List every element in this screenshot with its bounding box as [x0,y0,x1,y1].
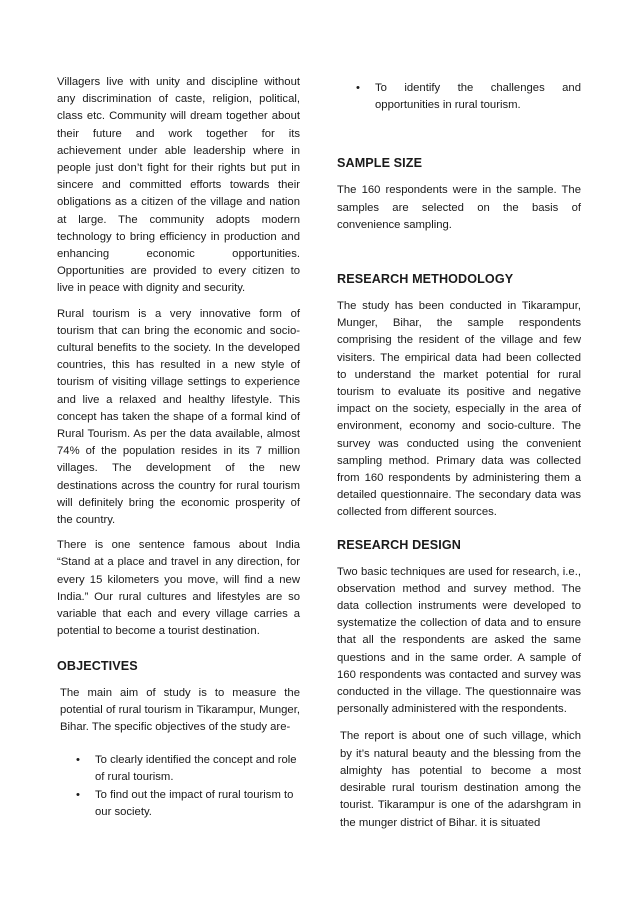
paragraph-research-design: Two basic techniques are used for research, i.e., observation method and survey method. The data collection instruments were developed to systematize the collection of data and to ensure that all the respondents are asked the same questions and in the same order. A sample of 160 respondents was contacted and survey was conducted in the village. The questionnaire was personally administered with the respondents. [337,565,581,716]
objectives-list [57,752,300,821]
paragraph-india-quote: There is one sentence famous about India “Stand at a place and travel in any direction, for every 15 kilometers you move, will find a new India.” Our rural cultures and lifestyles are so variable that each and every village carries a potential to become a tourist destination. [57,539,300,638]
right-column [337,80,581,840]
list-item-text: To identify the challenges and opportunities in rural tourism. [375,82,581,112]
paragraph-villagers: Villagers live with unity and discipline without any discrimination of caste, religion, political, class etc. Community will dream together about their future and work together for its achievement under able leadership where in people just don’t fight for their rights but put in sincere and committed efforts towards their obligations as a citizen of the village and nation at large. The community adopts modern technology to bring efficiency in production and enhancing economic opportunities. Opportunities are provided to every citizen to live in peace with dignity and security. [57,76,300,295]
paragraph-objectives: The main aim of study is to measure the potential of rural tourism in Tikarampur, Munger, Bihar. The specific objectives of the study are- [60,686,300,733]
paragraph-rural-tourism: Rural tourism is a very innovative form of tourism that can bring the economic and socio-cultural benefits to the society. In the developed countries, this has resulted in a new style of tourism of visiting village settings to experience and live a relaxed and healthy lifestyle. This concept has taken the shape of a formal kind of Rural Tourism. As per the data available, almost 74% of the population resides in its 7 million villages. The development of the new destinations across the country for rural tourism will definitely bring the economic prosperity of the country. [57,307,300,527]
list-item [57,752,300,786]
paragraph-sample-size: The 160 respondents were in the sample. The samples are selected on the basis of convenience sampling. [337,184,581,231]
objectives-list-continued [337,80,581,114]
list-item [337,80,581,114]
list-item-text: To find out the impact of rural tourism to our society. [95,788,294,818]
paragraph-report: The report is about one of such village, which by it’s natural beauty and the blessing from the almighty has potential to become a most desirable rural tourism destination among the tourist. Tikarampur is one of the adarshgram in the munger district of Bihar. it is situated [340,730,581,829]
list-item-text: To clearly identified the concept and role of rural tourism. [95,754,297,784]
bullet-icon: • [356,82,360,94]
heading-sample-size: SAMPLE SIZE [337,156,423,171]
left-column [57,74,300,821]
bullet-icon: • [76,754,80,767]
heading-research-methodology: RESEARCH METHODOLOGY [337,272,514,287]
paragraph-research-methodology: The study has been conducted in Tikarampur, Munger, Bihar, the sample respondents comprising the resident of the village and few visiters. The empirical data had been collected to understand the market potential for rural tourism to evaluate its positive and negative impact on the society, especially in the area of environment, economy and socio-culture. The survey was conducted using the convenient sampling method. Primary data was collected from 160 respondents by administering them a detailed questionnaire. The secondary data was collected from different sources. [337,300,581,519]
list-item [57,787,300,821]
heading-objectives: OBJECTIVES [57,658,138,673]
heading-research-design: RESEARCH DESIGN [337,537,461,552]
bullet-icon: • [76,788,80,801]
